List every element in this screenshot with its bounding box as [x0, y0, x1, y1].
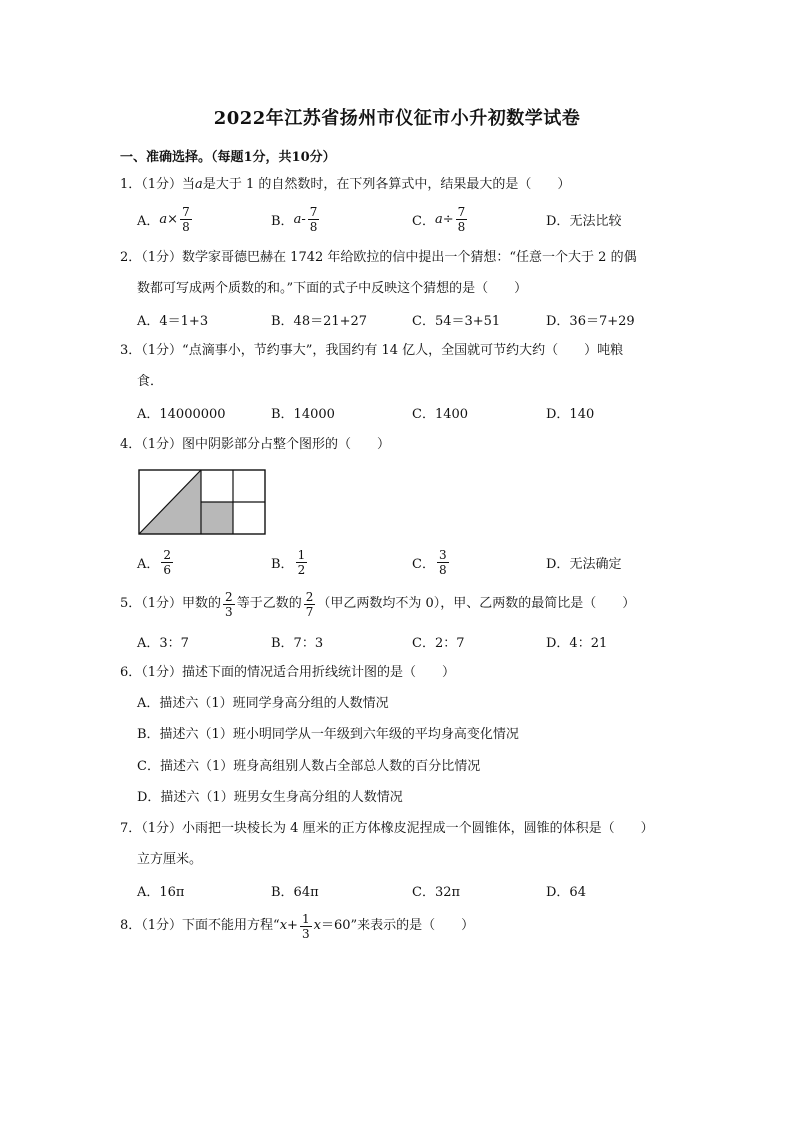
question-1-options	[137, 201, 697, 237]
option-variable: a	[159, 211, 168, 227]
q5-stem-part: 5．（1分）甲数的	[120, 596, 222, 611]
fraction-numerator: 7	[457, 204, 466, 219]
question-4-stem: 4．（1分）图中阴影部分占整个图形的（ ）	[120, 437, 391, 452]
q5-option-d[interactable]: D．4：21	[546, 636, 608, 651]
q2-option-c[interactable]: C．54＝3+51	[412, 314, 501, 329]
q8-stem-part: 8．（1分）下面不能用方程“	[120, 918, 280, 933]
section-heading: 一、准确选择。（每题1分，共10分）	[120, 150, 336, 165]
question-1-stem	[120, 175, 570, 195]
fraction-numerator: 1	[301, 911, 310, 926]
q4-option-d[interactable]	[546, 544, 621, 580]
question-3-stem-cont: 食．	[137, 374, 164, 389]
q5-option-c[interactable]: C．2：7	[412, 636, 465, 651]
fraction-denominator: 8	[182, 219, 190, 234]
q5-stem-part: （甲乙两数均不为 0），甲、乙两数的最简比是（ ）	[317, 596, 636, 611]
option-operator: ×	[167, 211, 179, 227]
q5-fraction-1	[223, 590, 235, 619]
option-fraction	[308, 205, 320, 234]
q5-fraction-2	[304, 590, 316, 619]
option-operator: ÷	[442, 211, 454, 227]
option-fraction	[161, 548, 173, 577]
fraction-numerator: 3	[438, 547, 447, 562]
fraction-denominator: 8	[457, 219, 466, 234]
option-label: C．	[412, 213, 435, 229]
q1-stem-part: 是大于 1 的自然数时，在下列各算式中，结果最大的是（ ）	[202, 177, 571, 192]
question-5-options	[137, 632, 697, 652]
fraction-numerator: 1	[297, 547, 306, 562]
q6-option-a[interactable]: A．描述六（1）班同学身高分组的人数情况	[137, 696, 389, 711]
q6-option-d[interactable]: D．描述六（1）班男女生身高分组的人数情况	[137, 790, 403, 805]
fraction-denominator: 2	[297, 562, 306, 577]
option-text: 无法比较	[569, 213, 622, 229]
q3-option-d[interactable]: D．140	[546, 407, 595, 422]
q3-option-a[interactable]: A．14000000	[137, 407, 226, 422]
shaded-figure	[138, 469, 268, 535]
fraction-denominator: 8	[438, 562, 447, 577]
question-7-options	[137, 881, 697, 901]
question-4-options	[137, 544, 697, 580]
option-label: A．	[137, 556, 160, 572]
fraction-denominator: 7	[305, 604, 314, 619]
q5-stem-part: 等于乙数的	[236, 596, 302, 611]
q7-option-a[interactable]: A．16π	[137, 885, 185, 900]
option-label: A．	[137, 213, 160, 229]
question-7-stem: 7．（1分）小雨把一块棱长为 4 厘米的正方体橡皮泥捏成一个圆锥体，圆锥的体积是（ ）	[120, 821, 654, 836]
fraction-denominator: 3	[301, 926, 310, 941]
fraction-denominator: 6	[163, 562, 172, 577]
q8-stem-part: ＝60”来表示的是（ ）	[320, 918, 475, 933]
q8-variable: x	[313, 918, 321, 933]
fraction-denominator: 3	[225, 604, 233, 619]
question-8-stem	[120, 908, 474, 944]
q1-option-d[interactable]	[546, 201, 621, 237]
q7-option-c[interactable]: C．32π	[412, 885, 461, 900]
question-2-options	[137, 310, 697, 330]
page-title: 2022年江苏省扬州市仪征市小升初数学试卷	[213, 108, 581, 129]
q3-option-c[interactable]: C．1400	[412, 407, 469, 422]
question-3-options	[137, 403, 697, 423]
question-2-stem-cont: 数都可写成两个质数的和。”下面的式子中反映这个猜想的是（ ）	[137, 281, 528, 296]
q7-option-d[interactable]: D．64	[546, 885, 586, 900]
q1-option-a[interactable]	[137, 201, 194, 237]
option-fraction	[296, 548, 308, 577]
fraction-numerator: 2	[163, 547, 172, 562]
option-fraction	[437, 548, 449, 577]
question-5-stem	[120, 586, 635, 622]
q1-stem-part: 1．（1分）当	[120, 177, 196, 192]
q5-option-b[interactable]: B．7：3	[271, 636, 324, 651]
q4-option-c[interactable]	[412, 544, 451, 580]
q8-fraction	[300, 912, 312, 941]
q2-option-b[interactable]: B．48＝21+27	[271, 314, 368, 329]
question-7-stem-cont: 立方厘米。	[137, 852, 203, 867]
option-variable: a	[434, 211, 443, 227]
q1-option-b[interactable]	[271, 201, 321, 237]
option-label: B．	[271, 556, 294, 572]
option-fraction	[456, 205, 468, 234]
question-2-stem: 2．（1分）数学家哥德巴赫在 1742 年给欧拉的信中提出一个猜想：“任意一个大于 2 的偶	[120, 250, 637, 265]
option-operator: -	[301, 211, 306, 227]
q7-option-b[interactable]: B．64π	[271, 885, 319, 900]
option-text: 无法确定	[569, 556, 622, 572]
q3-option-b[interactable]: B．14000	[271, 407, 335, 422]
fraction-numerator: 7	[309, 204, 318, 219]
option-label: D．	[546, 213, 570, 229]
q2-option-a[interactable]: A．4＝1+3	[137, 314, 209, 329]
option-label: B．	[271, 213, 294, 229]
q6-option-c[interactable]: C．描述六（1）班身高组别人数占全部总人数的百分比情况	[137, 759, 481, 774]
fraction-denominator: 8	[309, 219, 318, 234]
q8-operator: +	[287, 918, 298, 933]
shaded-square	[201, 502, 233, 534]
option-label: C．	[412, 556, 435, 572]
fraction-numerator: 2	[225, 589, 233, 604]
question-6-stem: 6．（1分）描述下面的情况适合用折线统计图的是（ ）	[120, 665, 456, 680]
q2-option-d[interactable]: D．36＝7+29	[546, 314, 635, 329]
option-variable: a	[293, 211, 302, 227]
fraction-numerator: 7	[182, 204, 190, 219]
option-label: D．	[546, 556, 570, 572]
q5-option-a[interactable]: A．3：7	[137, 636, 189, 651]
q1-variable: a	[195, 177, 203, 192]
option-fraction	[180, 205, 192, 234]
fraction-numerator: 2	[305, 589, 314, 604]
q1-option-c[interactable]	[412, 201, 469, 237]
q8-variable: x	[279, 918, 288, 933]
q6-option-b[interactable]: B．描述六（1）班小明同学从一年级到六年级的平均身高变化情况	[137, 727, 519, 742]
q4-option-a[interactable]	[137, 544, 175, 580]
q4-option-b[interactable]	[271, 544, 309, 580]
question-3-stem: 3．（1分）“点滴事小，节约事大”，我国约有 14 亿人，全国就可节约大约（ ）吨粮	[120, 343, 624, 358]
